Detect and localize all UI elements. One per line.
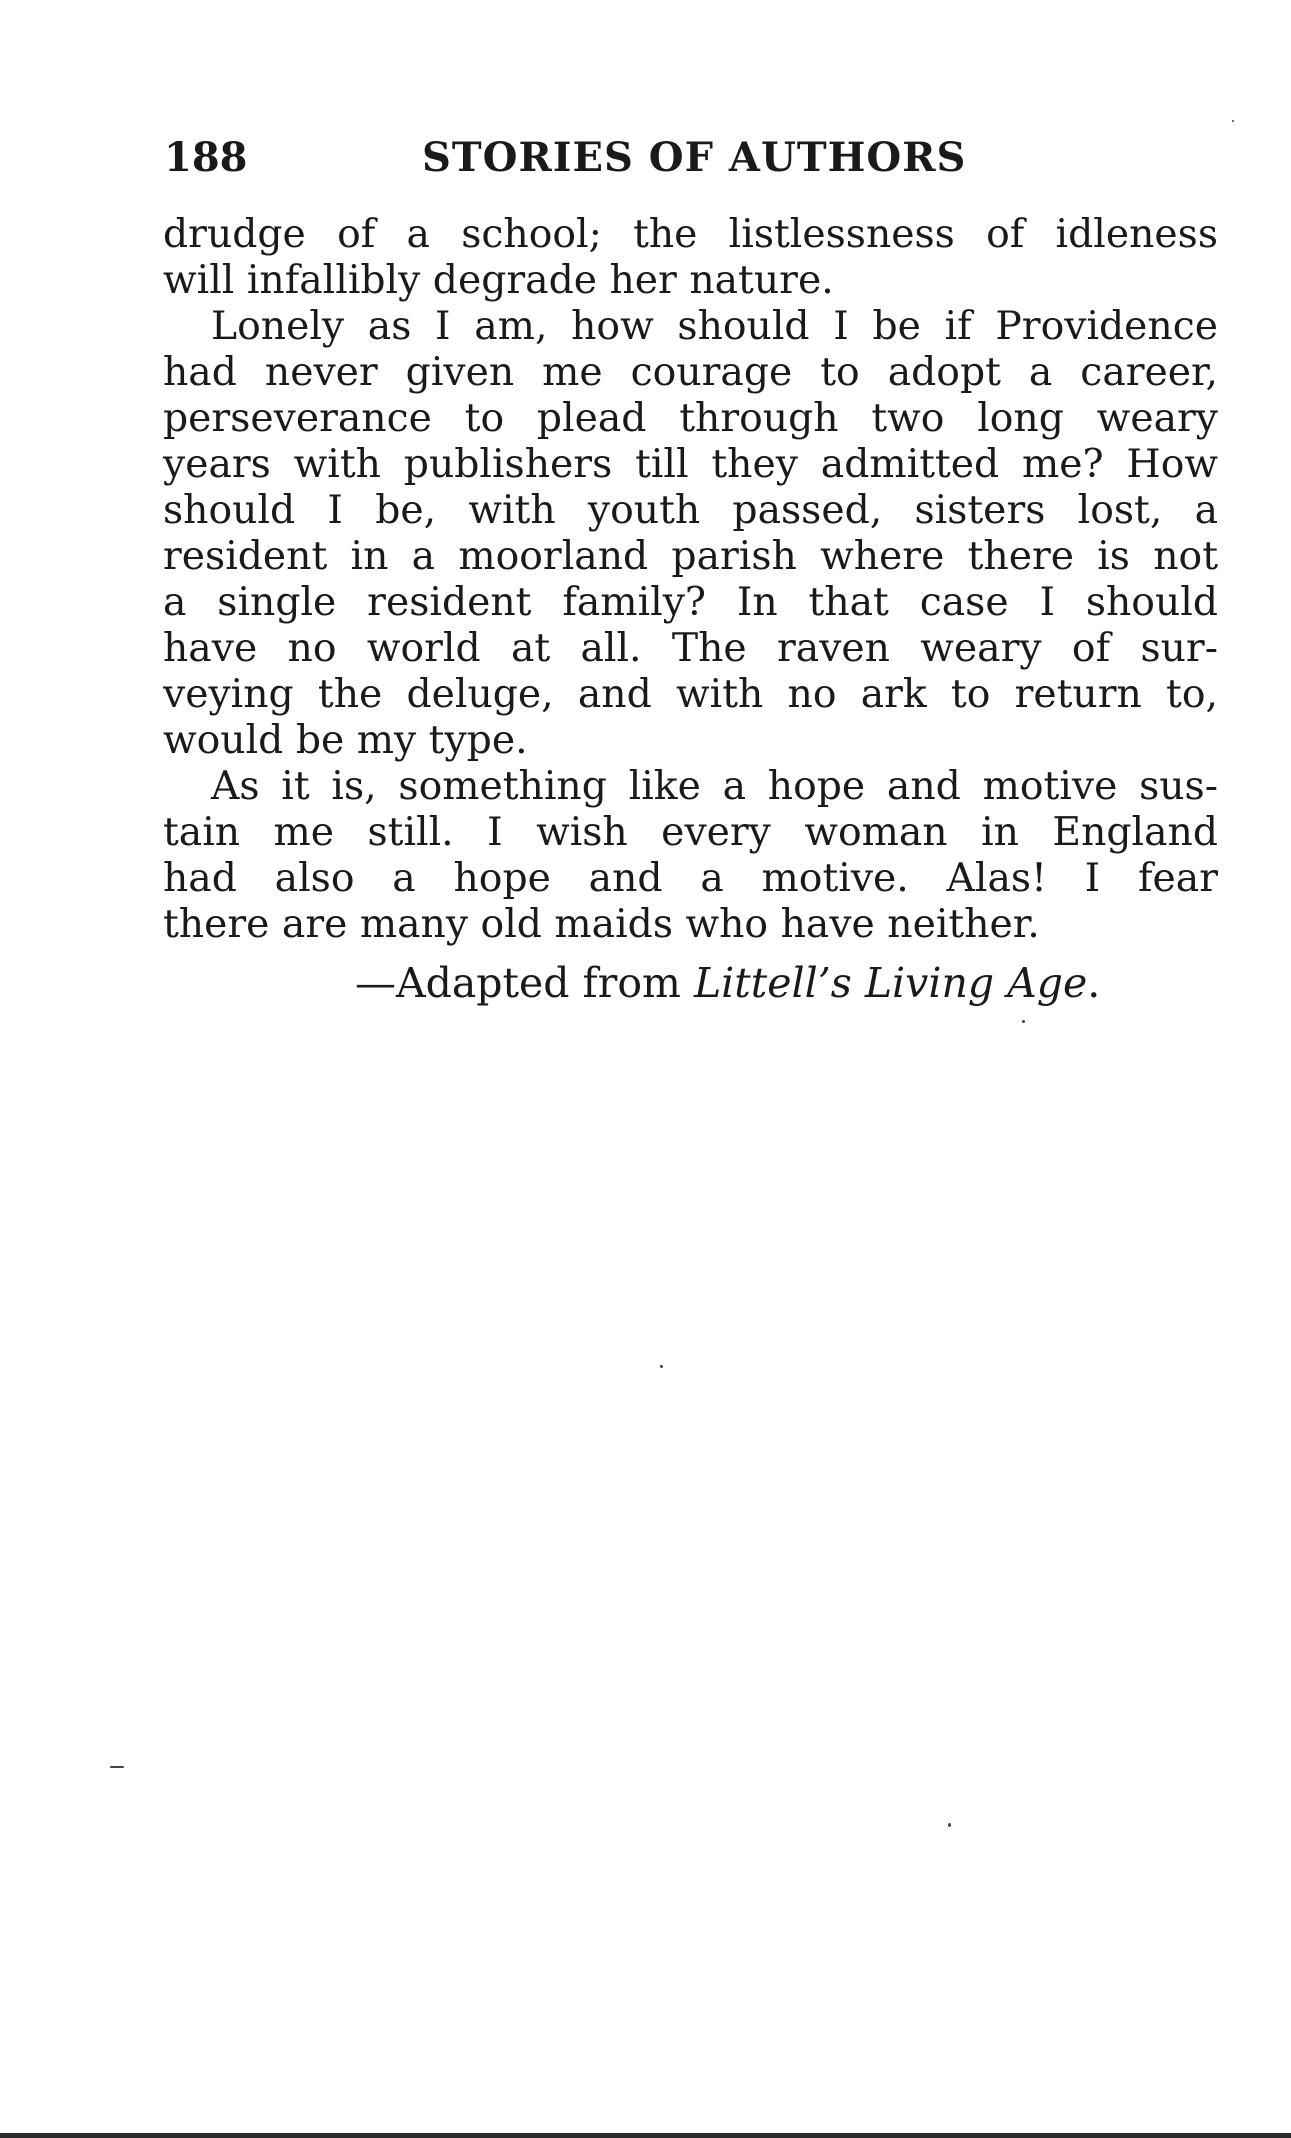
text-line: should I be, with youth passed, sisters lost, a: [163, 488, 1218, 533]
text-line: veying the deluge, and with no ark to return to,: [163, 672, 1218, 717]
print-speck: [1022, 1020, 1025, 1023]
running-head: [160, 132, 1220, 184]
text-line: have no world at all. The raven weary of sur-: [163, 626, 1218, 671]
print-speck: [1232, 120, 1234, 122]
text-line: drudge of a school; the listlessness of idleness: [163, 212, 1218, 257]
text-line: a single resident family? In that case I should: [163, 580, 1218, 625]
body-text: [163, 212, 1218, 948]
text-line: will infallibly degrade her nature.: [163, 258, 834, 303]
attribution-suffix: .: [1087, 959, 1101, 1007]
attribution-prefix: —Adapted from: [355, 959, 694, 1007]
text-line: years with publishers till they admitted me? How: [163, 442, 1218, 487]
text-line: As it is, something like a hope and motive sus-: [211, 764, 1218, 809]
text-line: Lonely as I am, how should I be if Providence: [211, 304, 1218, 349]
running-title: STORIES OF AUTHORS: [422, 134, 967, 181]
text-line: would be my type.: [163, 718, 528, 763]
attribution-source-title: Littell’s Living Age: [693, 959, 1088, 1007]
text-line: resident in a moorland parish where there is not: [163, 534, 1218, 579]
text-line: had also a hope and a motive. Alas! I fear: [163, 856, 1218, 901]
text-line: tain me still. I wish every woman in England: [163, 810, 1218, 855]
text-line: had never given me courage to adopt a career,: [163, 350, 1218, 395]
page-number: 188: [164, 134, 248, 181]
page-bottom-edge: [0, 2133, 1291, 2138]
text-line: perseverance to plead through two long weary: [163, 396, 1218, 441]
print-speck: [110, 1766, 124, 1768]
text-line: there are many old maids who have neither.: [163, 902, 1040, 947]
print-speck: [660, 1365, 663, 1368]
print-speck: [948, 1823, 951, 1827]
attribution: [355, 956, 1175, 1010]
